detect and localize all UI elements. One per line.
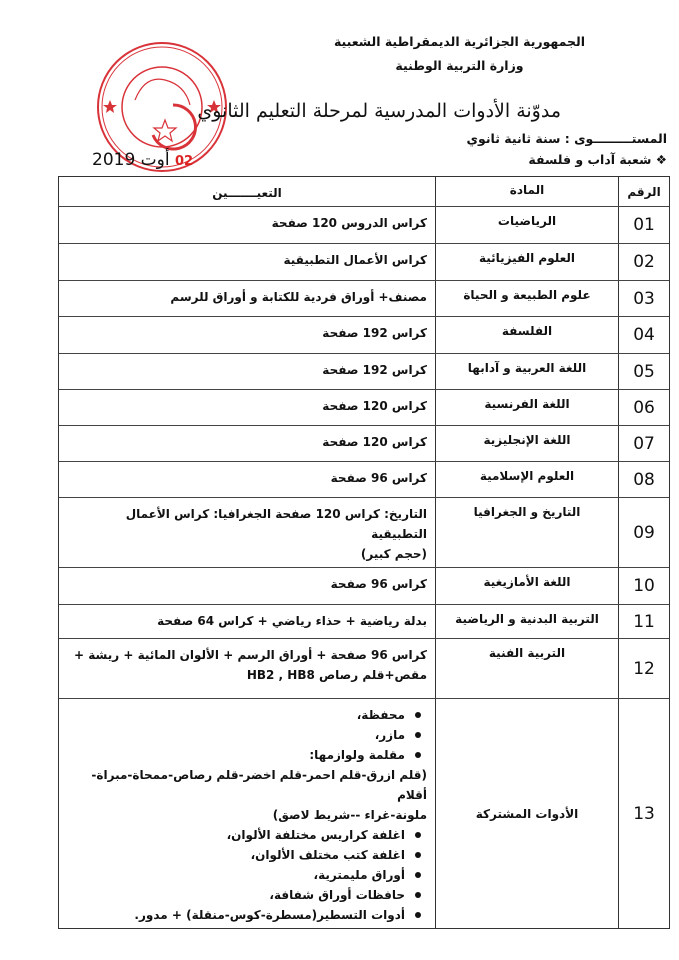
republic-heading: الجمهورية الجزائرية الديمقراطية الشعبية xyxy=(333,34,586,49)
table-row xyxy=(59,243,669,280)
ministry-heading: وزارة التربية الوطنية xyxy=(395,58,524,73)
row-subject: اللغة الأمازيغية xyxy=(435,568,618,604)
bullet-icon: ❖ xyxy=(655,152,667,167)
row-subject: علوم الطبيعة و الحياة xyxy=(435,281,618,316)
row-assignment xyxy=(59,390,435,425)
row-number: 01 xyxy=(618,207,669,243)
assignment-line: (حجم كبير) xyxy=(360,547,427,561)
row-number: 07 xyxy=(618,426,669,461)
table-row xyxy=(59,389,669,425)
header-number: الرقم xyxy=(618,177,669,206)
row-subject: اللغة الإنجليزية xyxy=(435,426,618,461)
header-subject: المادة xyxy=(435,177,618,206)
row-assignment xyxy=(59,568,435,604)
row-number: 04 xyxy=(618,317,669,353)
document-date xyxy=(92,150,193,170)
bullet-item: أدوات التسطير(مسطرة-كوس-منقلة) + مدور. xyxy=(67,905,427,925)
level-label: المستـــــــــوى : سنة ثانية ثانوي xyxy=(466,131,667,146)
row-number: 09 xyxy=(618,498,669,567)
assignment-line: كراس 96 صفحة xyxy=(330,471,427,485)
row-assignment xyxy=(59,605,435,638)
table-row xyxy=(59,353,669,389)
row-subject: التاريخ و الجغرافيا xyxy=(435,498,618,567)
row-assignment xyxy=(59,207,435,243)
row-number: 13 xyxy=(618,699,669,928)
assignment-line: كراس 192 صفحة xyxy=(322,326,427,340)
row-subject: العلوم الإسلامية xyxy=(435,462,618,497)
supplies-table xyxy=(58,176,670,929)
table-row xyxy=(59,604,669,638)
date-month-year: أوت 2019 xyxy=(92,150,170,170)
assignment-line: ملونة-غراء --شريط لاصق) xyxy=(272,808,427,822)
table-header-row xyxy=(59,177,669,206)
assignment-line: كراس الدروس 120 صفحة xyxy=(271,216,427,230)
assignment-line: كراس 120 صفحة xyxy=(322,435,427,449)
bullet-item: حافظات أوراق شفافة، xyxy=(67,885,427,905)
row-assignment xyxy=(59,244,435,280)
row-subject: الفلسفة xyxy=(435,317,618,353)
row-subject: اللغة الفرنسية xyxy=(435,390,618,425)
date-day: 02 xyxy=(175,154,194,169)
row-assignment xyxy=(59,498,435,567)
row-number: 12 xyxy=(618,639,669,698)
bullet-item: اغلفة كتب مختلف الألوان، xyxy=(67,845,427,865)
table-row xyxy=(59,698,669,928)
row-number: 06 xyxy=(618,390,669,425)
assignment-line: كراس 96 صفحة + أوراق الرسم + الألوان المائية + ريشة + xyxy=(74,648,427,662)
row-assignment xyxy=(59,462,435,497)
table-row xyxy=(59,567,669,604)
header-assignment: التعيـــــــين xyxy=(212,186,282,200)
row-assignment xyxy=(59,639,435,698)
row-assignment xyxy=(59,426,435,461)
document-title: مدوّنة الأدوات المدرسية لمرحلة التعليم الثانوي xyxy=(197,100,561,122)
assignment-line: بدلة رياضية + حذاء رياضي + كراس 64 صفحة xyxy=(157,614,427,628)
row-subject: الرياضيات xyxy=(435,207,618,243)
row-subject: التربية الفنية xyxy=(435,639,618,698)
table-row xyxy=(59,638,669,698)
bullet-item: أوراق مليمترية، xyxy=(67,865,427,885)
row-number: 11 xyxy=(618,605,669,638)
assignment-line: كراس الأعمال التطبيقية xyxy=(283,253,427,267)
table-row xyxy=(59,425,669,461)
row-number: 08 xyxy=(618,462,669,497)
assignment-line: (قلم ازرق-قلم احمر-قلم اخضر-قلم رصاص-ممحاة-مبراة-أقلام xyxy=(91,768,427,802)
row-subject: اللغة العربية و آدابها xyxy=(435,354,618,389)
bullet-item: اغلفة كراريس مختلفة الألوان، xyxy=(67,825,427,845)
row-number: 03 xyxy=(618,281,669,316)
row-subject: الأدوات المشتركة xyxy=(435,699,618,928)
assignment-line: كراس 120 صفحة xyxy=(322,399,427,413)
bullet-item: مازر، xyxy=(67,725,427,745)
row-number: 05 xyxy=(618,354,669,389)
row-number: 02 xyxy=(618,244,669,280)
row-number: 10 xyxy=(618,568,669,604)
assignment-line: مقص+قلم رصاص HB2 , HB8 xyxy=(246,668,427,682)
stream-text: شعبة آداب و فلسفة xyxy=(528,152,652,167)
row-subject: العلوم الفيزيائية xyxy=(435,244,618,280)
stream-label xyxy=(528,152,667,167)
assignment-line: مصنف+ أوراق فردية للكتابة و أوراق للرسم xyxy=(170,290,427,304)
assignment-line: التاريخ: كراس 120 صفحة الجغرافيا: كراس الأعمال التطبيقية xyxy=(125,507,427,541)
table-row xyxy=(59,497,669,567)
bullet-item: محفظة، xyxy=(67,705,427,725)
table-row xyxy=(59,316,669,353)
table-row xyxy=(59,206,669,243)
row-assignment xyxy=(59,699,435,928)
row-assignment xyxy=(59,354,435,389)
assignment-line: كراس 192 صفحة xyxy=(322,363,427,377)
table-row xyxy=(59,461,669,497)
bullet-item: مقلمة ولوازمها: xyxy=(67,745,427,765)
row-subject: التربية البدنية و الرياضية xyxy=(435,605,618,638)
assignment-line: كراس 96 صفحة xyxy=(330,577,427,591)
row-assignment xyxy=(59,281,435,316)
table-row xyxy=(59,280,669,316)
row-assignment xyxy=(59,317,435,353)
